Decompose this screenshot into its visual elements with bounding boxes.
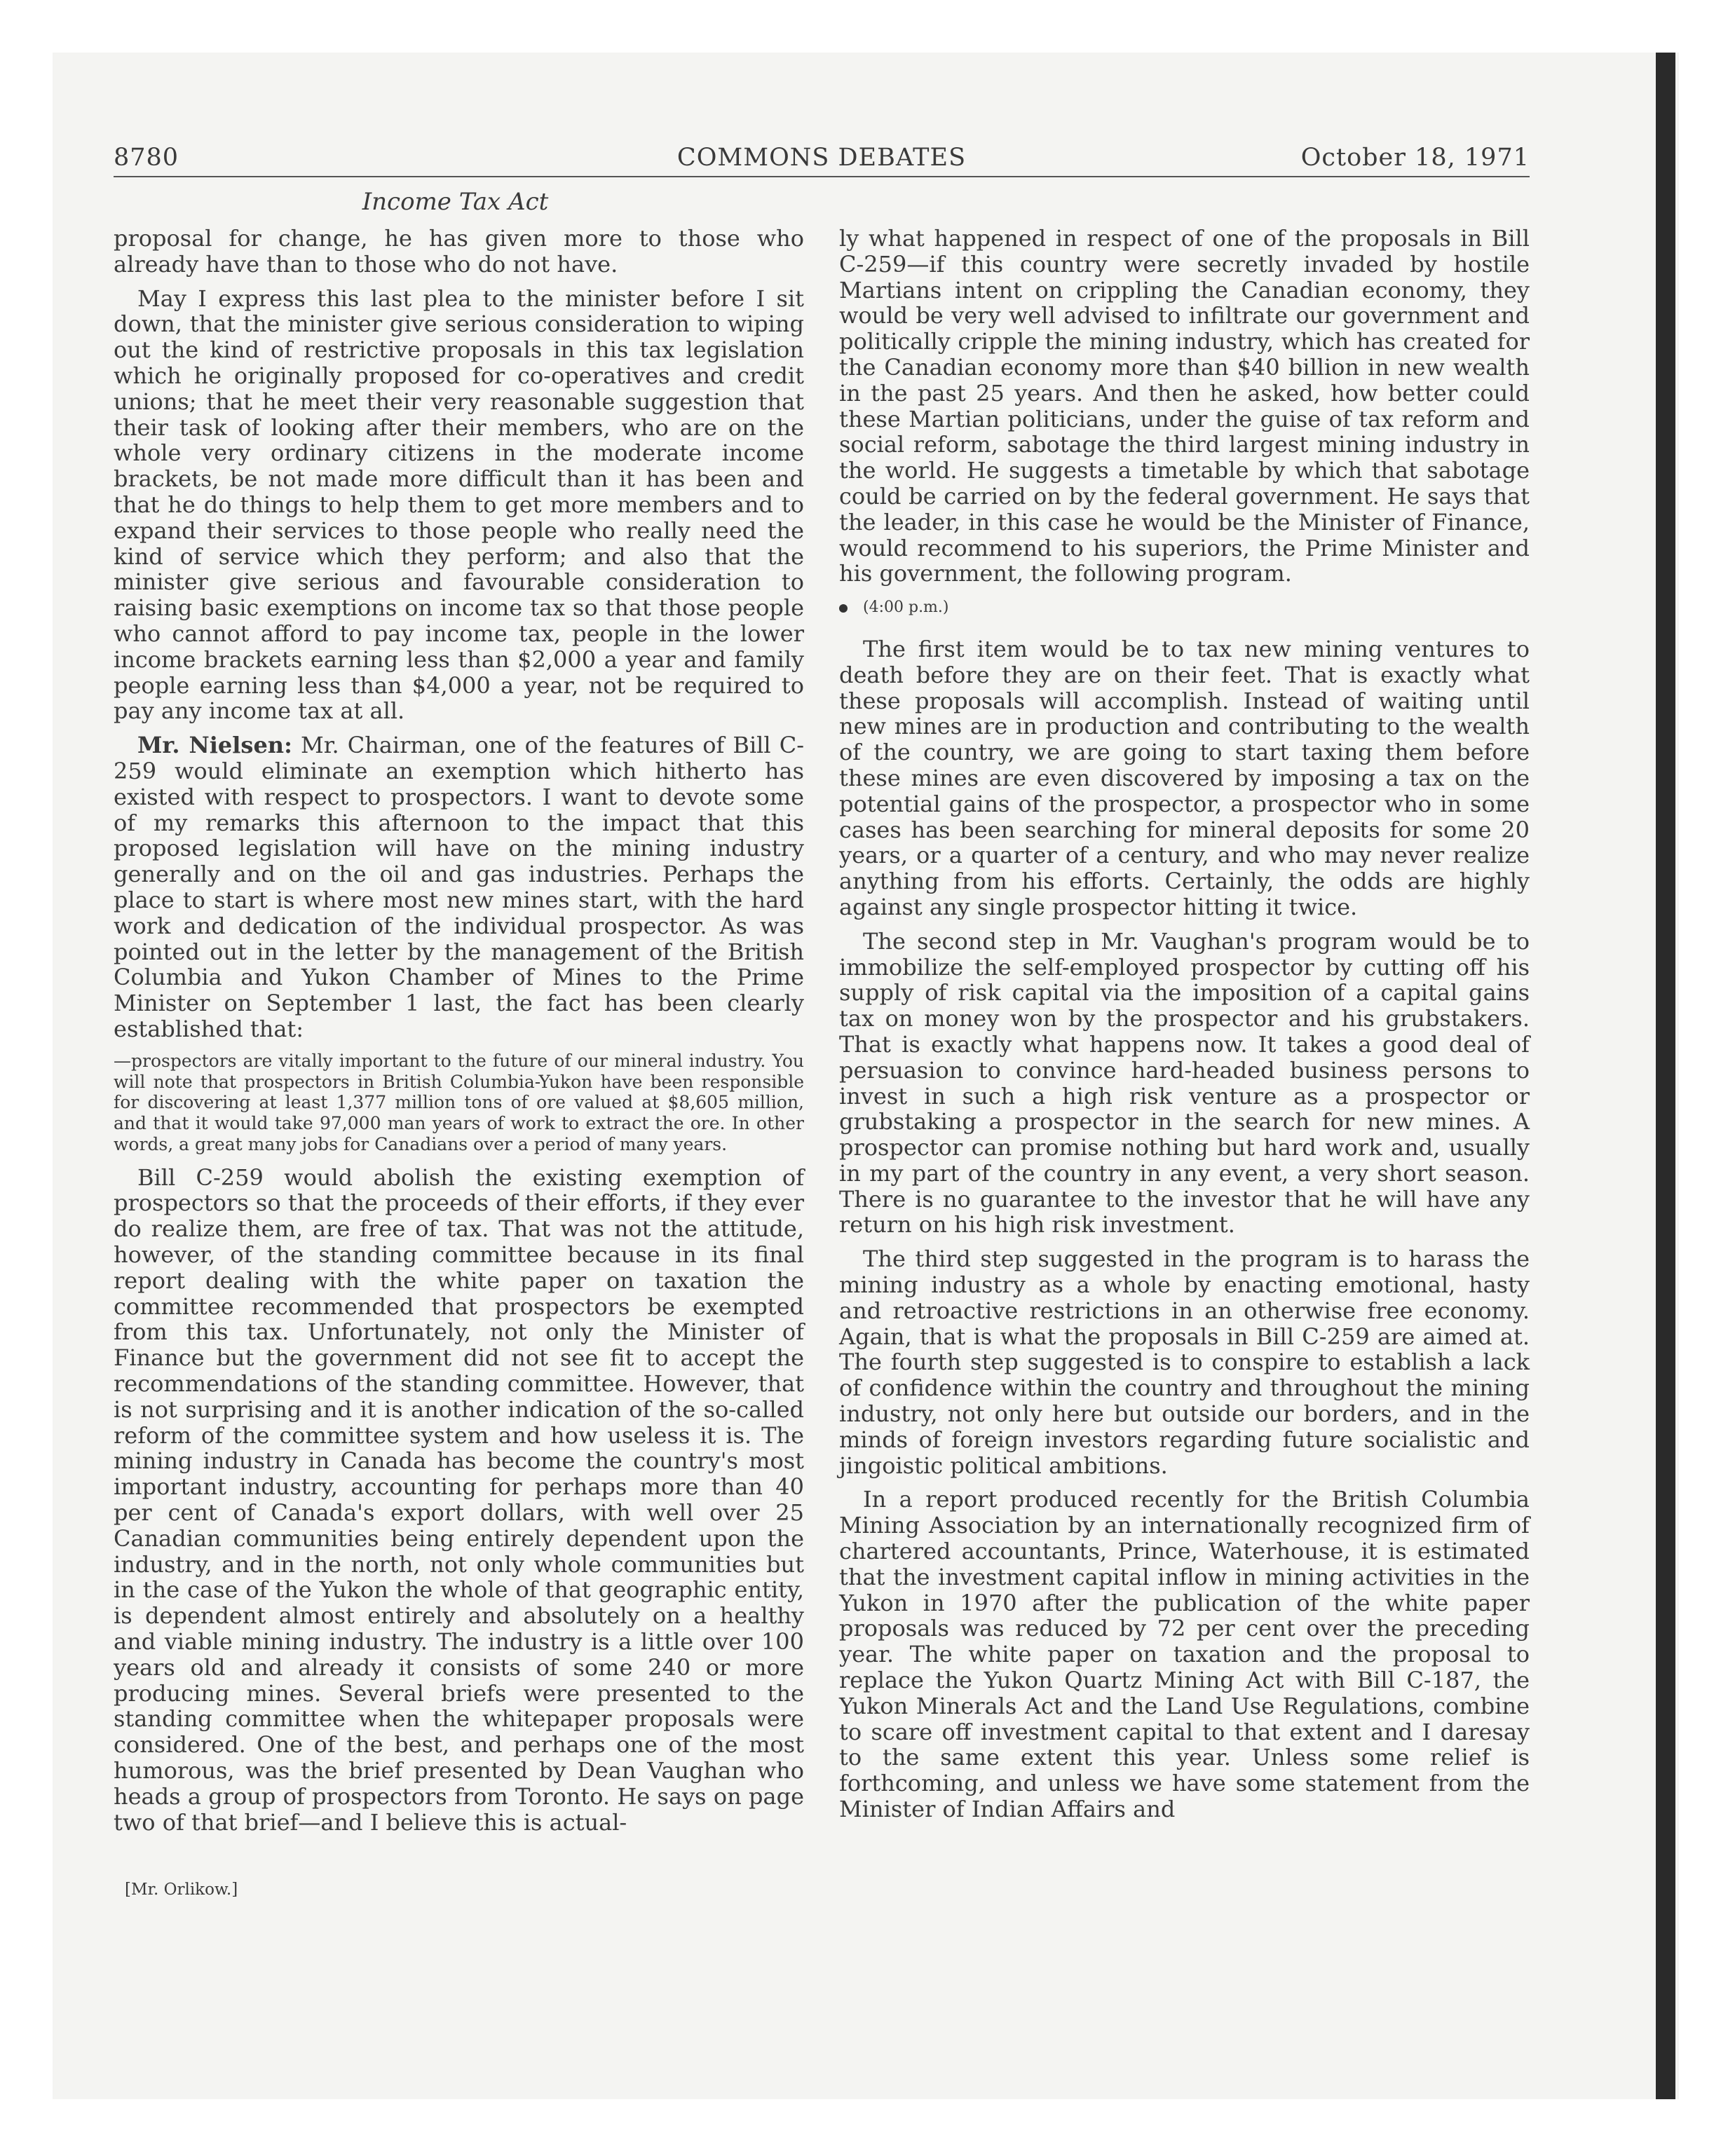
section-title: Income Tax Act — [362, 188, 549, 216]
paragraph: ly what happened in respect of one of the proposals in Bill C-259—if this country were secretly invaded by hostile Martians intent on crippling the Canadian economy, they would be very well advised to infiltrate our government and politically cripple the mining industry, which has created for the Canadian economy more than $40 billion in new wealth in the past 25 years. And then he asked, how better could these Martian politicians, under the guise of tax reform and social reform, sabotage the third largest mining industry in the world. He suggests a timetable by which that sabotage could be carried on by the federal government. He says that the leader, in this case he would be the Minister of Finance, would recommend to his superiors, the Prime Minister and his government, the following program. — [839, 225, 1530, 587]
time-marker — [839, 595, 1530, 621]
page-number: 8780 — [114, 144, 179, 172]
time-marker-text: (4:00 p.m.) — [863, 599, 949, 617]
right-column — [839, 226, 1530, 1831]
publication-date: October 18, 1971 — [1300, 144, 1530, 172]
paragraph: The second step in Mr. Vaughan's program would be to immobilize the self-employed prospector by cutting off his supply of risk capital via the imposition of a capital gains tax on money won by the prospector and his grubstakers. That is exactly what happens now. It takes a good deal of persuasion to convince hard-headed business persons to invest in such a high risk venture as a prospector or grubstaking a prospector in the search for new mines. A prospector can promise nothing but hard work and, usually in my part of the country in any event, a very short season. There is no guarantee to the investor that he will have any return on his high risk investment. — [839, 927, 1530, 1239]
block-quote: —prospectors are vitally important to the future of our mineral industry. You will note that prospectors in British Columbia-Yukon have been responsible for discovering at least 1,377 million tons of ore valued at $8,605 million, and that it would take 97,000 man years of work to extract the ore. In other words, a great many jobs for Canadians over a period of many years. — [114, 1050, 804, 1154]
paragraph: Bill C-259 would abolish the existing exemption of prospectors so that the proceeds of their efforts, if they ever do realize them, are free of tax. That was not the attitude, however, of the standing committee because in its final report dealing with the white paper on taxation the committee recommended that prospectors be exempted from this tax. Unfortunately, not only the Minister of Finance but the government did not see fit to accept the recommendations of the standing committee. However, that is not surprising and it is another indication of the so-called reform of the committee system and how useless it is. The mining industry in Canada has become the country's most important industry, accounting for perhaps more than 40 per cent of Canada's export dollars, with well over 25 Canadian communities being entirely dependent upon the industry, and in the north, not only whole communities but in the case of the Yukon the whole of that geographic entity, is dependent almost entirely and absolutely on a healthy and viable mining industry. The industry is a little over 100 years old and already it consists of some 240 or more producing mines. Several briefs were presented to the standing committee when the whitepaper proposals were considered. One of the best, and perhaps one of the most humorous, was the brief presented by Dean Vaughan who heads a group of prospectors from Toronto. He says on page two of that brief—and I believe this is actual- — [114, 1164, 804, 1836]
speaker-footnote: [Mr. Orlikow.] — [125, 1881, 238, 1899]
publication-title: COMMONS DEBATES — [676, 144, 967, 172]
paragraph: The first item would be to tax new mining ventures to death before they are on their feet. That is exactly what these proposals will accomplish. Instead of waiting until new mines are in production and contributing to the wealth of the country, we are going to start taxing them before these mines are even discovered by imposing a tax on the potential gains of the prospector, a prospector who in some cases has been searching for mineral deposits for some 20 years, or a quarter of a century, and who may never realize anything from his efforts. Certainly, the odds are highly against any single prospector hitting it twice. — [839, 635, 1530, 920]
paragraph: proposal for change, he has given more to those who already have than to those who do not have. — [114, 225, 804, 278]
paragraph — [114, 732, 804, 1042]
bullet-icon — [839, 604, 848, 613]
speaker-name: Mr. Nielsen: — [137, 732, 292, 759]
page-header — [114, 137, 1530, 177]
scan-edge-shadow — [1656, 53, 1675, 2099]
paragraph: May I express this last plea to the minister before I sit down, that the minister give serious consideration to wiping out the kind of restrictive proposals in this tax legislation which he originally proposed for co-operatives and credit unions; that he meet their very reasonable suggestion that their task of looking after their members, who are on the whole very ordinary citizens in the moderate income brackets, be not made more difficult than it has been and that he do things to help them to get more members and to expand their services to those people who really need the kind of service which they perform; and also that the minister give serious and favourable consideration to raising basic exemptions on income tax so that those people who cannot afford to pay income tax, people in the lower income brackets earning less than $2,000 a year and family people earning less than $4,000 a year, not be required to pay any income tax at all. — [114, 285, 804, 725]
paragraph: In a report produced recently for the British Columbia Mining Association by an internationally recognized firm of chartered accountants, Prince, Waterhouse, it is estimated that the investment capital inflow in mining activities in the Yukon in 1970 after the publication of the white paper proposals was reduced by 72 per cent over the preceding year. The white paper on taxation and the proposal to replace the Yukon Quartz Mining Act with Bill C-187, the Yukon Minerals Act and the Land Use Regulations, combine to scare off investment capital to that extent and I daresay to the same extent this year. Unless some relief is forthcoming, and unless we have some statement from the Minister of Indian Affairs and — [839, 1486, 1530, 1823]
speech-text: Mr. Chairman, one of the features of Bill C-259 would eliminate an exemption which hitherto has existed with respect to prospectors. I want to devote some of my remarks this afternoon to the impact that this proposed legislation will have on the mining industry generally and on the oil and gas industries. Perhaps the place to start is where most new mines start, with the hard work and dedication of the individual prospector. As was pointed out in the letter by the management of the British Columbia and Yukon Chamber of Mines to the Prime Minister on September 1 last, the fact has been clearly established that: — [114, 732, 805, 1042]
left-column — [114, 226, 804, 1843]
paragraph: The third step suggested in the program is to harass the mining industry as a whole by enacting emotional, hasty and retroactive restrictions in an otherwise free economy. Again, that is what the proposals in Bill C-259 are aimed at. The fourth step suggested is to conspire to establish a lack of confidence within the country and throughout the mining industry, not only here but outside our borders, and in the minds of foreign investors regarding future socialistic and jingoistic political ambitions. — [839, 1246, 1530, 1479]
